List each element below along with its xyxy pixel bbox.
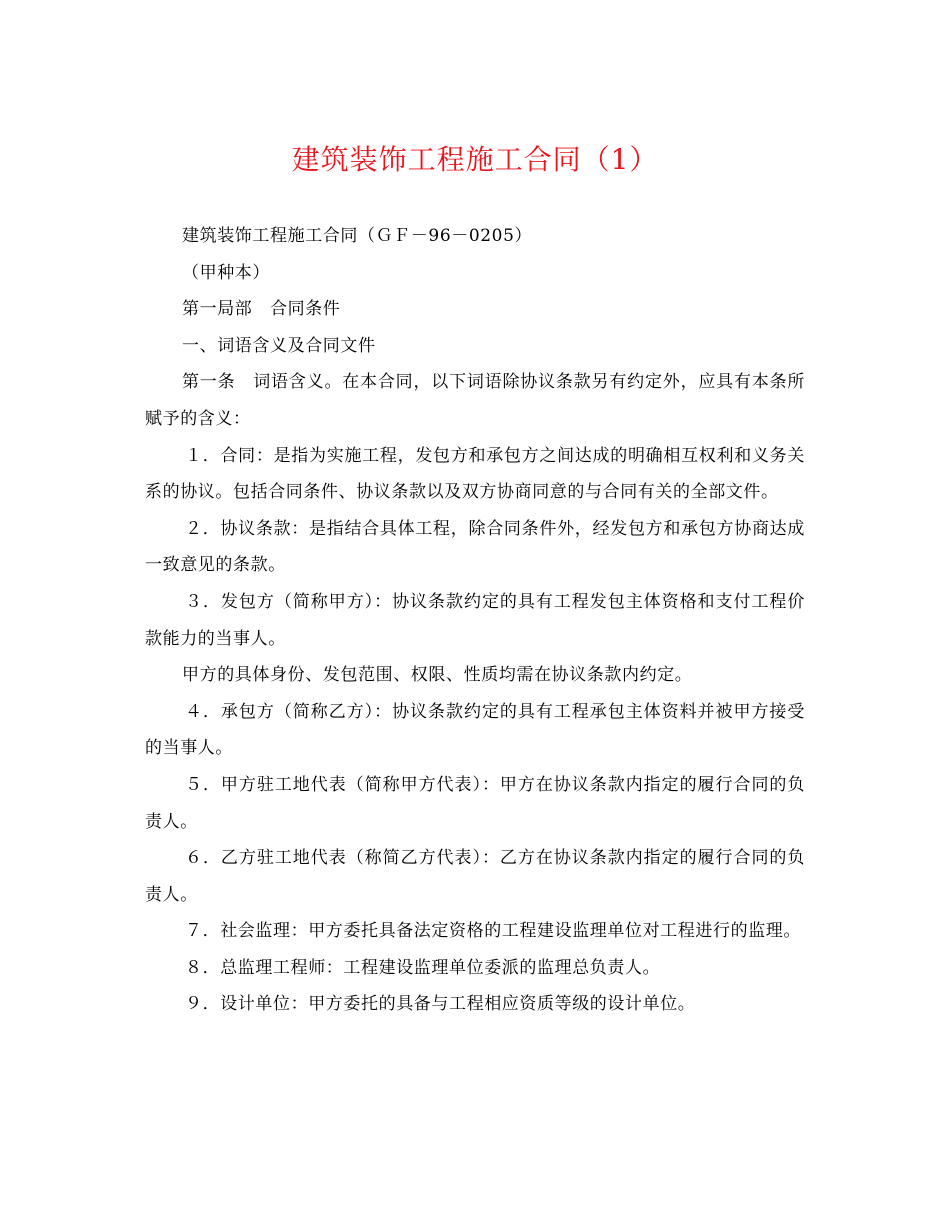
- paragraph-definition-9: ９．设计单位：甲方委托的具备与工程相应资质等级的设计单位。: [185, 994, 696, 1015]
- paragraph-definition-3-note: 甲方的具体身份、发包范围、权限、性质均需在协议条款内约定。: [182, 665, 693, 686]
- paragraph-definition-6: ６．乙方驻工地代表（称简乙方代表）：乙方在协议条款内指定的履行合同的负责人。: [145, 848, 805, 905]
- paragraph-section-heading: 一、词语含义及合同文件: [182, 335, 376, 356]
- paragraph-edition: （甲种本）: [182, 262, 270, 283]
- paragraph-definition-3: ３．发包方（简称甲方）：协议条款约定的具有工程发包主体资格和支付工程价款能力的当事人。: [145, 591, 805, 649]
- paragraph-definition-7: ７．社会监理：甲方委托具备法定资格的工程建设监理单位对工程进行的监理。: [185, 921, 801, 942]
- paragraph-definition-5: ５．甲方驻工地代表（简称甲方代表）：甲方在协议条款内指定的履行合同的负责人。: [145, 774, 805, 832]
- paragraph-definition-2: ２．协议条款：是指结合具体工程，除合同条件外，经发包方和承包方协商达成一致意见的条款。: [145, 518, 805, 576]
- document-body: [145, 218, 805, 1023]
- paragraph-definition-1: １．合同：是指为实施工程，发包方和承包方之间达成的明确相互权利和义务关系的协议。包括合同条件、协议条款以及双方协商同意的与合同有关的全部文件。: [145, 445, 805, 503]
- paragraph-contract-code: 建筑装饰工程施工合同（ＧＦ－96－0205）: [182, 226, 533, 246]
- paragraph-definition-8: ８．总监理工程师：工程建设监理单位委派的监理总负责人。: [185, 957, 661, 978]
- paragraph-article-1: 第一条 词语含义。在本合同，以下词语除协议条款另有约定外，应具有本条所赋予的含义：: [145, 372, 805, 429]
- paragraph-part-heading: 第一局部 合同条件: [182, 299, 341, 320]
- document-title: 建筑装饰工程施工合同（1）: [291, 143, 659, 176]
- paragraph-definition-4: ４．承包方（简称乙方）：协议条款约定的具有工程承包主体资料并被甲方接受的当事人。: [145, 701, 805, 759]
